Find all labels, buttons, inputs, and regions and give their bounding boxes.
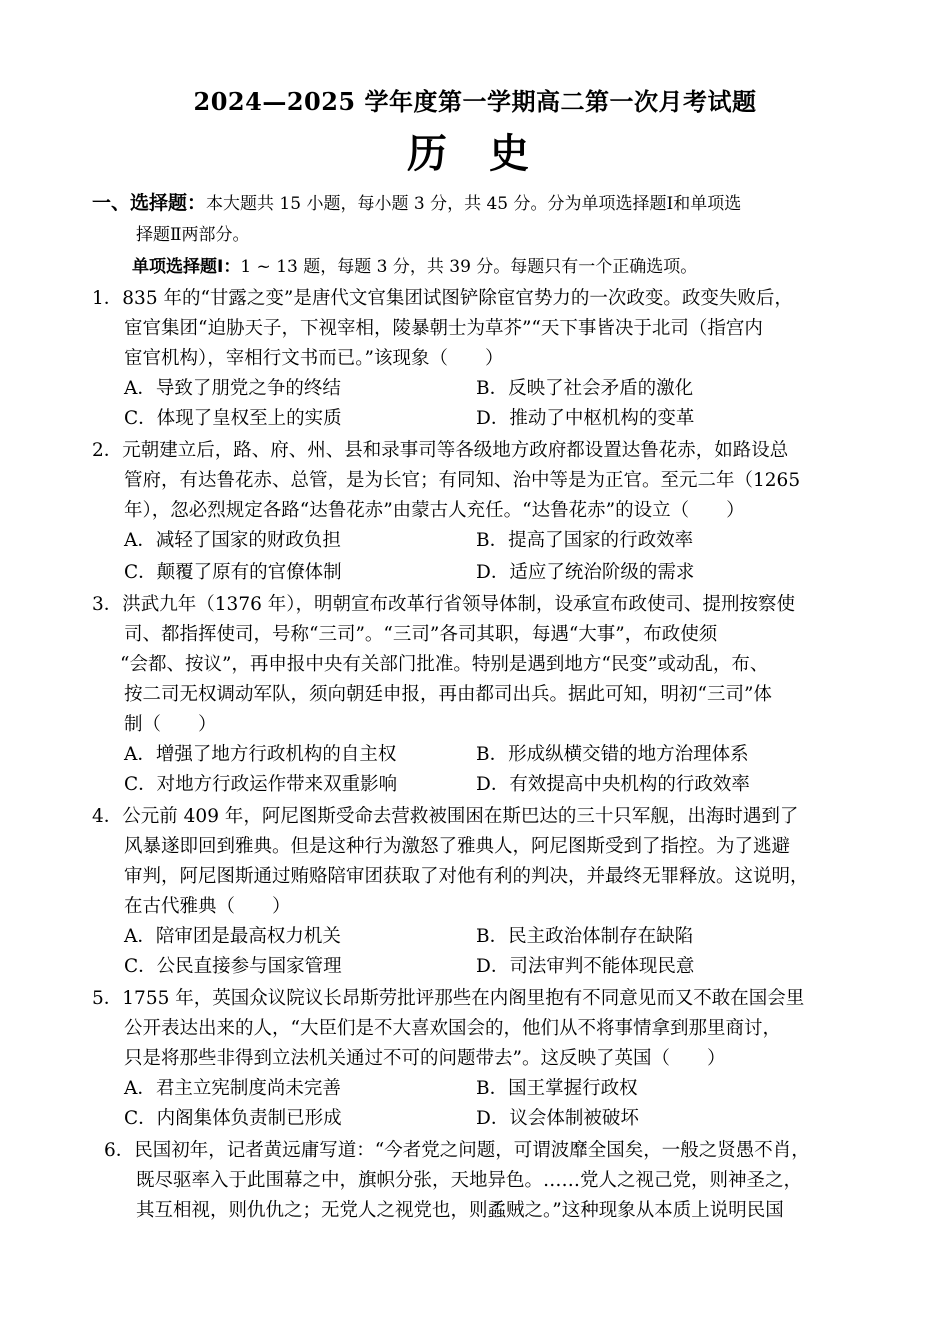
question-number: 6． <box>104 1140 135 1161</box>
option-c: C．颠覆了原有的官僚体制 <box>124 562 342 583</box>
question-text-line: 宦官机构），宰相行文书而已。”该现象（ ） <box>124 348 504 369</box>
option-a: A．减轻了国家的财政负担 <box>124 530 341 551</box>
question-text-line: 司、都指挥使司，号称“三司”。“三司”各司其职，每遇“大事”，布政使须 <box>124 624 718 645</box>
question-text-line: 只是将那些非得到立法机关通过不可的问题带去”。这反映了英国（ ） <box>124 1048 726 1069</box>
subject-title: 历 史 <box>407 130 543 177</box>
option-a: A．君主立宪制度尚未完善 <box>124 1078 341 1099</box>
exam-title: 2024—2025 学年度第一学期高二第一次月考试题 <box>193 87 757 116</box>
section-desc-line1: 本大题共 15 小题，每小题 3 分，共 45 分。分为单项选择题Ⅰ和单项选 <box>206 194 742 214</box>
question-number: 5． <box>92 988 123 1009</box>
option-a: A．导致了朋党之争的终结 <box>124 378 341 399</box>
sub-section-heading: 单项选择题Ⅰ： <box>132 257 241 277</box>
question-text-line: 管府，有达鲁花赤、总管，是为长官；有同知、治中等是为正官。至元二年（1265 <box>124 470 801 491</box>
option-d: D．推动了中枢机构的变革 <box>476 408 695 429</box>
option-b: B．国王掌握行政权 <box>476 1078 638 1099</box>
option-c: C．体现了皇权至上的实质 <box>124 408 342 429</box>
question-number: 4． <box>92 806 123 827</box>
question-text-line: 按二司无权调动军队，须向朝廷申报，再由都司出兵。据此可知，明初“三司”体 <box>124 684 772 705</box>
option-d: D．司法审判不能体现民意 <box>476 956 695 977</box>
option-d: D．有效提高中央机构的行政效率 <box>476 774 750 795</box>
question-text-line: 公元前 409 年，阿尼图斯受命去营救被围困在斯巴达的三十只军舰，出海时遇到了 <box>122 806 799 827</box>
question-number: 1． <box>92 288 123 309</box>
option-b: B．民主政治体制存在缺陷 <box>476 926 694 947</box>
option-c: C．对地方行政运作带来双重影响 <box>124 774 398 795</box>
question-text-line: 既尽驱率入于此围幕之中，旗帜分张，天地异色。……党人之视己党，则神圣之， <box>136 1170 803 1191</box>
question-text-line: 制（ ） <box>124 714 217 735</box>
question-number: 3． <box>92 594 123 615</box>
option-d: D．议会体制被破坏 <box>476 1108 639 1129</box>
option-d: D．适应了统治阶级的需求 <box>476 562 695 583</box>
question-text-line: 在古代雅典（ ） <box>124 896 291 917</box>
option-c: C．公民直接参与国家管理 <box>124 956 342 977</box>
question-text-line: “会都、按议”，再申报中央有关部门批准。特别是遇到地方“民变”或动乱，布、 <box>120 654 769 675</box>
section-desc-line2: 择题Ⅱ两部分。 <box>136 225 250 245</box>
question-text-line: 其互相视，则仇仇之；无党人之视党也，则蟊贼之。”这种现象从本质上说明民国 <box>136 1200 784 1221</box>
question-text-line: 835 年的“甘露之变”是唐代文官集团试图铲除宦官势力的一次政变。政变失败后， <box>122 288 793 309</box>
option-b: B．形成纵横交错的地方治理体系 <box>476 744 749 765</box>
option-a: A．陪审团是最高权力机关 <box>124 926 341 947</box>
question-number: 2． <box>92 440 123 461</box>
question-text-line: 1755 年，英国众议院议长昂斯劳批评那些在内阁里抱有不同意见而又不敢在国会里 <box>122 988 805 1009</box>
question-text-line: 洪武九年（1376 年），明朝宣布改革行省领导体制，设承宣布政使司、提刑按察使 <box>122 594 795 615</box>
option-a: A．增强了地方行政机构的自主权 <box>124 744 397 765</box>
option-c: C．内阁集体负责制已形成 <box>124 1108 342 1129</box>
question-text-line: 风暴遂即回到雅典。但是这种行为激怒了雅典人，阿尼图斯受到了指控。为了逃避 <box>124 836 791 857</box>
section-heading: 一、选择题： <box>92 192 207 214</box>
question-text-line: 年），忽必烈规定各路“达鲁花赤”由蒙古人充任。“达鲁花赤”的设立（ ） <box>124 500 745 521</box>
question-text-line: 民国初年，记者黄远庸写道：“今者党之问题，可谓波靡全国矣，一般之贤愚不肖， <box>134 1140 810 1161</box>
option-b: B．提高了国家的行政效率 <box>476 530 694 551</box>
question-text-line: 元朝建立后，路、府、州、县和录事司等各级地方政府都设置达鲁花赤，如路设总 <box>122 440 789 461</box>
question-text-line: 宦官集团“迫胁天子，下视宰相，陵暴朝士为草芥”“天下事皆决于北司（指宫内 <box>124 318 763 339</box>
question-text-line: 公开表达出来的人，“大臣们是不大喜欢国会的，他们从不将事情拿到那里商讨， <box>124 1018 781 1039</box>
question-text-line: 审判，阿尼图斯通过贿赂陪审团获取了对他有利的判决，并最终无罪释放。这说明， <box>124 866 809 887</box>
section-instructions <box>92 190 741 217</box>
option-b: B．反映了社会矛盾的激化 <box>476 378 694 399</box>
sub-section-desc: 1 ~ 13 题，每题 3 分，共 39 分。每题只有一个正确选项。 <box>240 257 698 277</box>
sub-section-instructions <box>132 254 697 280</box>
